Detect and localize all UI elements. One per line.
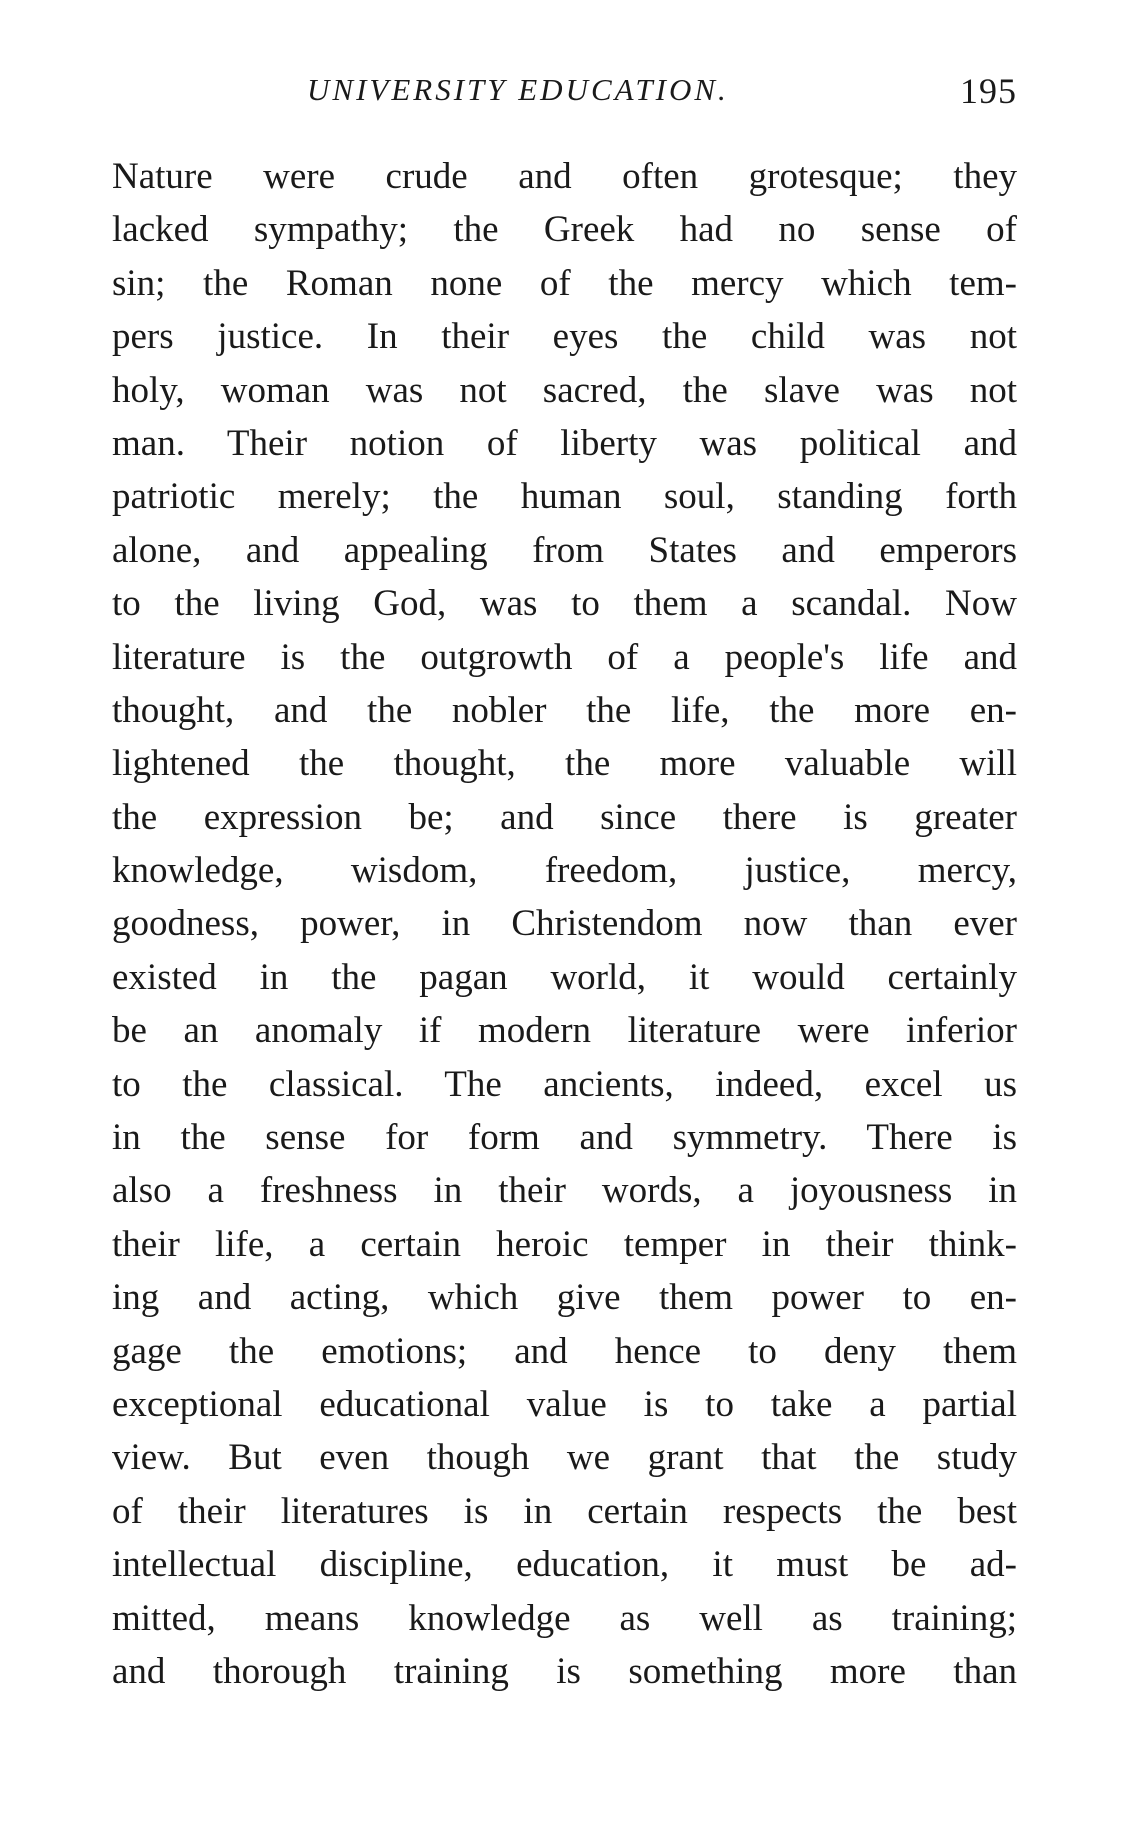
text-line: holy, woman was not sacred, the slave was not [112,369,1017,411]
text-line: goodness, power, in Christendom now than ever [112,903,1017,945]
page-number: 195 [960,71,1017,111]
text-line: of their literatures is in certain respects the best [112,1490,1017,1532]
text-line: alone, and appealing from States and emperors [112,529,1017,571]
text-line: view. But even though we grant that the study [112,1437,1017,1479]
text-line: lightened the thought, the more valuable will [112,743,1017,785]
text-line: pers justice. In their eyes the child was not [112,316,1017,358]
text-line: knowledge, wisdom, freedom, justice, mercy, [112,850,1017,892]
text-line: in the sense for form and symmetry. There is [112,1117,1017,1159]
text-line: the expression be; and since there is greater [112,796,1017,838]
text-line: man. Their notion of liberty was political and [112,422,1017,464]
text-line: gage the emotions; and hence to deny them [112,1330,1017,1372]
text-line: also a freshness in their words, a joyousness in [112,1170,1017,1212]
page-header [112,72,1017,122]
text-line: patriotic merely; the human soul, standing forth [112,476,1017,518]
text-line: mitted, means knowledge as well as training; [112,1597,1017,1639]
text-line: literature is the outgrowth of a people's life and [112,636,1017,678]
text-line: thought, and the nobler the life, the more en- [112,689,1017,731]
text-line: to the classical. The ancients, indeed, excel us [112,1063,1017,1105]
text-line: lacked sympathy; the Greek had no sense of [112,209,1017,251]
running-title: UNIVERSITY EDUCATION. [307,72,729,107]
text-line: to the living God, was to them a scandal. Now [112,583,1017,625]
text-line: intellectual discipline, education, it must be ad- [112,1544,1017,1586]
text-line: sin; the Roman none of the mercy which tem- [112,262,1017,304]
text-line: ing and acting, which give them power to en- [112,1277,1017,1319]
text-line: their life, a certain heroic temper in their think- [112,1223,1017,1265]
text-line: and thorough training is something more than [112,1650,1017,1692]
text-line: existed in the pagan world, it would certainly [112,956,1017,998]
text-line: Nature were crude and often grotesque; they [112,156,1017,197]
text-line: be an anomaly if modern literature were inferior [112,1010,1017,1052]
body-text [112,150,1017,1698]
text-line: exceptional educational value is to take a partial [112,1383,1017,1425]
